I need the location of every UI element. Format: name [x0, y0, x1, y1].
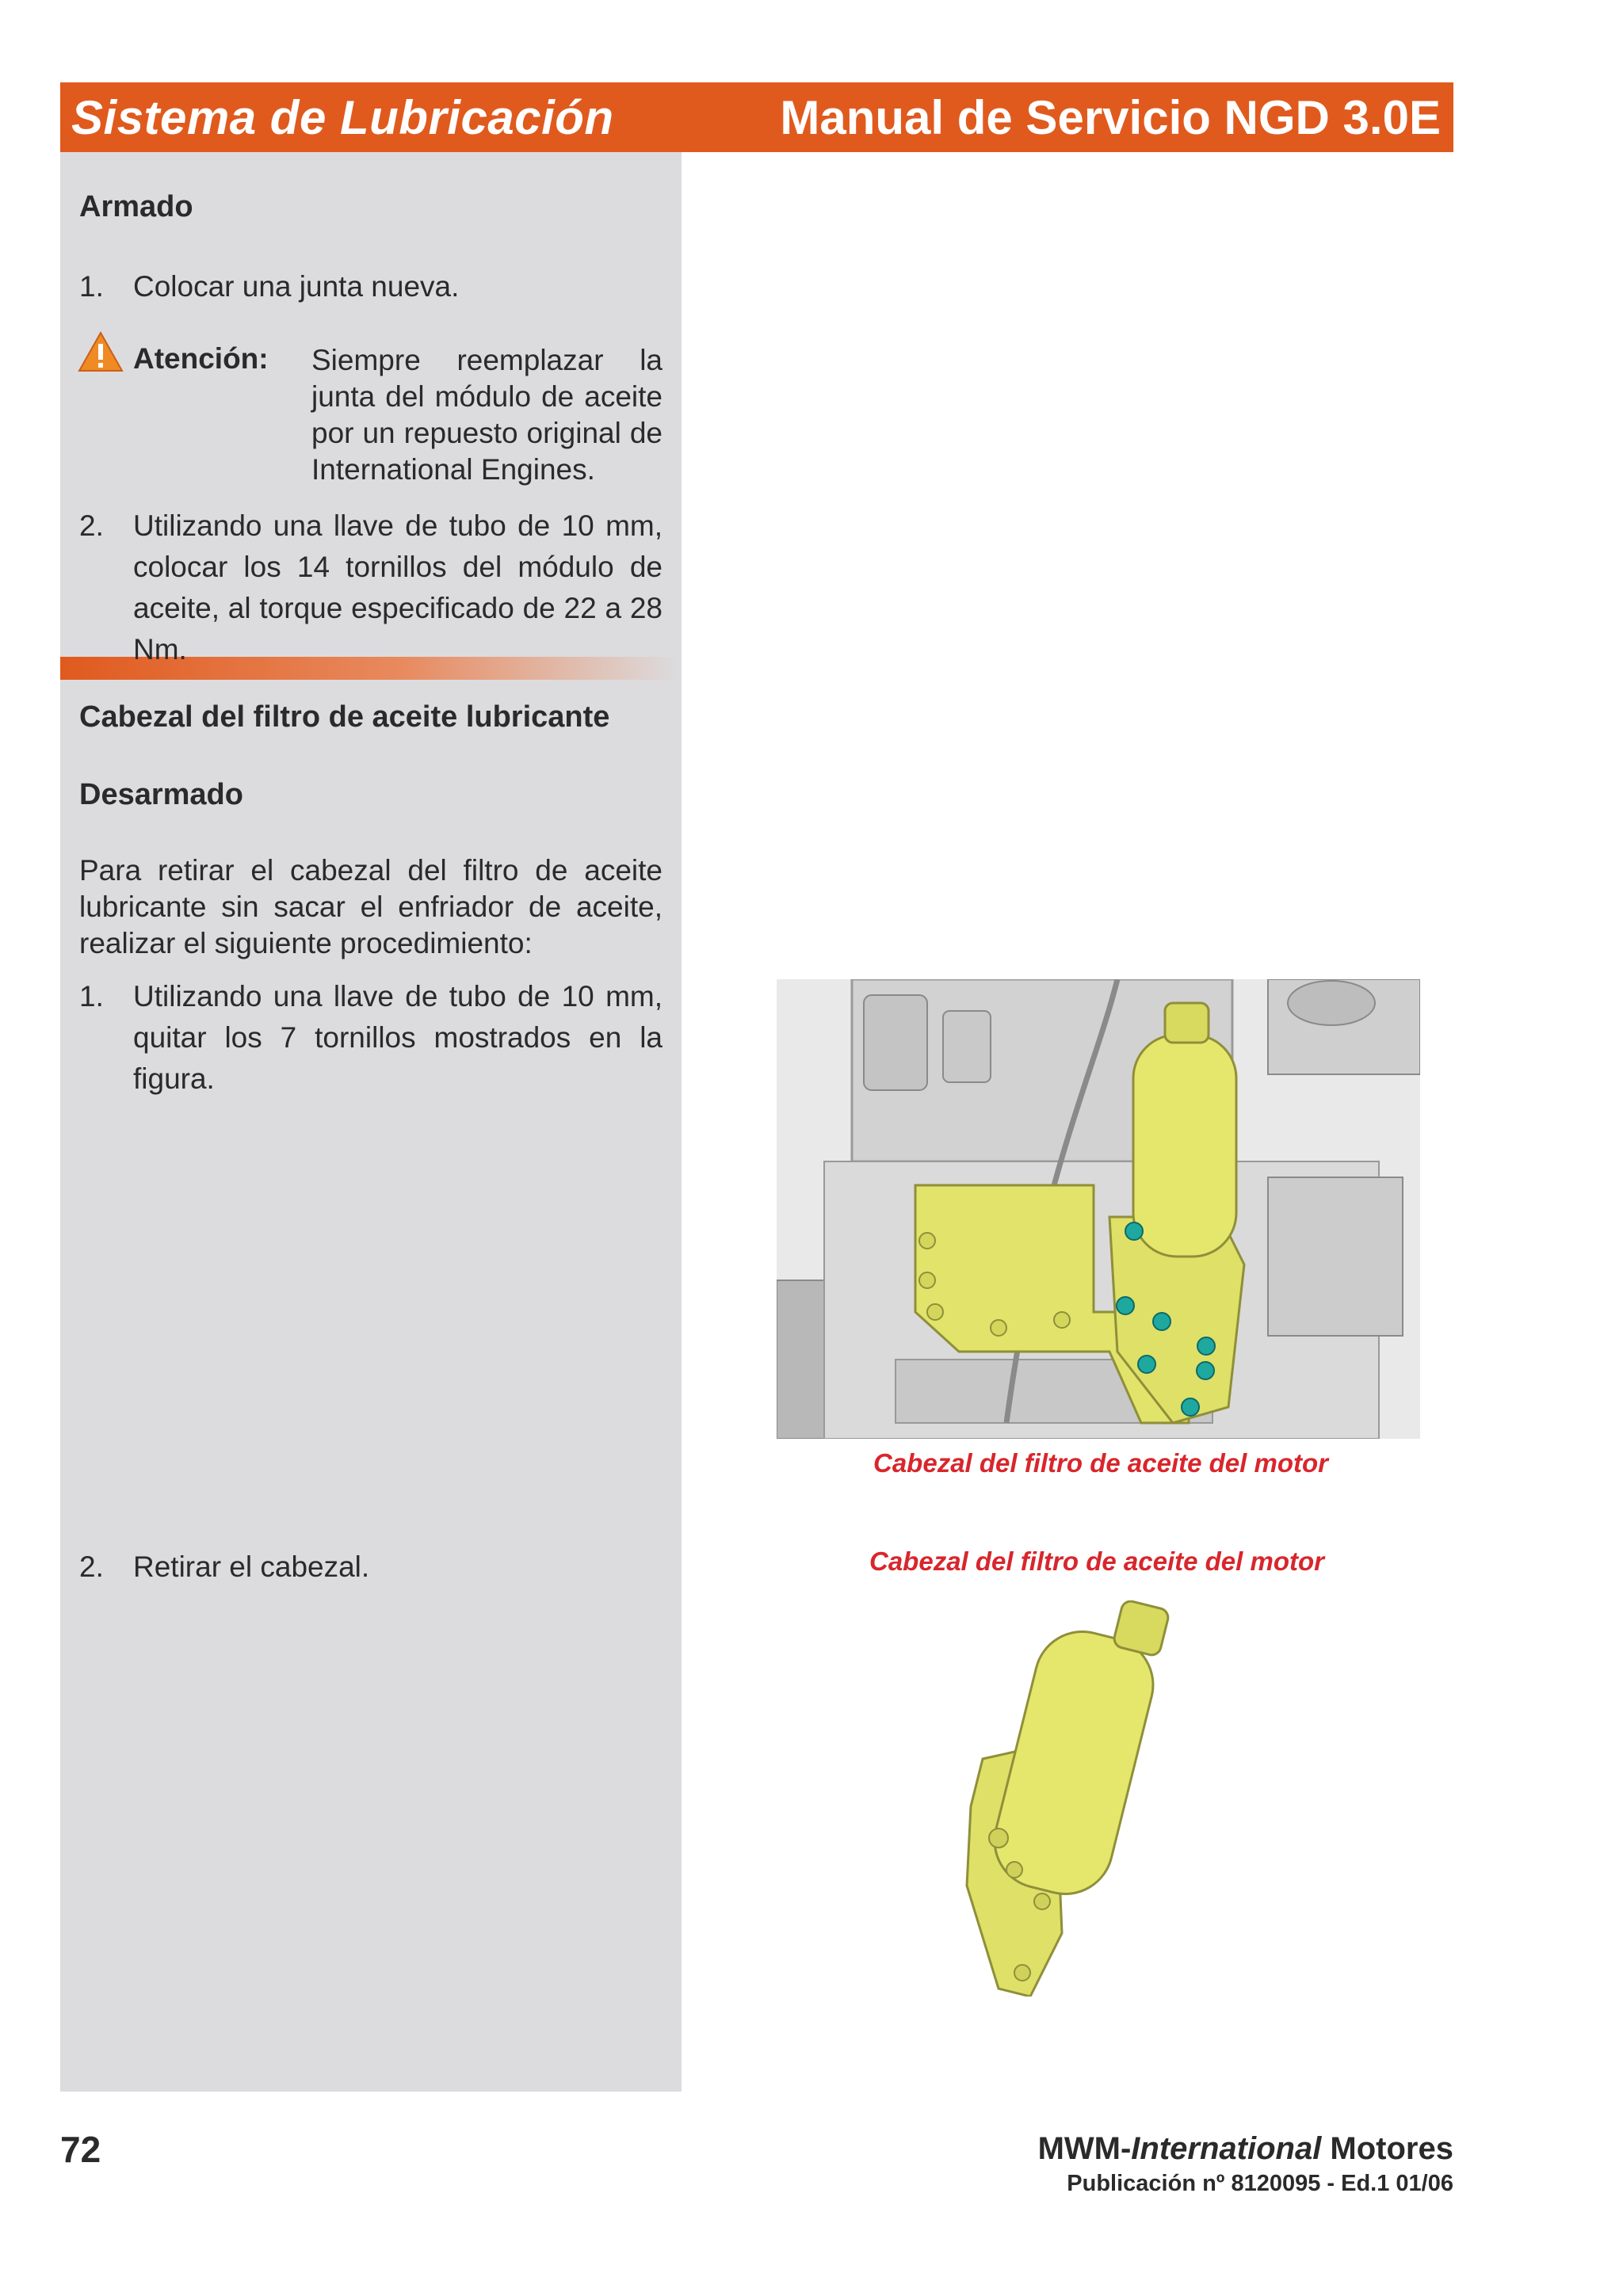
engine-figure	[777, 979, 1420, 1439]
section-title: Sistema de Lubricación	[71, 90, 614, 144]
warning-icon	[78, 331, 124, 372]
armado-step-1	[79, 266, 663, 307]
desarmado-heading: Desarmado	[79, 778, 243, 811]
cabezal-heading: Cabezal del filtro de aceite lubricante	[79, 700, 610, 734]
step-text: Utilizando una llave de tubo de 10 mm, colocar los 14 tornillos del módulo de aceite, al torque especificado de 22 a 28 Nm.	[133, 509, 663, 666]
step-number: 2.	[79, 509, 104, 542]
brand-prefix: MWM-	[1037, 2131, 1132, 2166]
page-header	[60, 82, 1453, 152]
cabezal-step-1	[79, 976, 663, 1100]
page-number: 72	[60, 2129, 101, 2170]
figure-caption-2: Cabezal del filtro de aceite del motor	[869, 1547, 1324, 1576]
armado-heading: Armado	[79, 190, 193, 223]
armado-step-2	[79, 505, 663, 670]
cabezal-step-2	[79, 1547, 663, 1588]
step-number: 1.	[79, 270, 104, 303]
manual-title: Manual de Servicio NGD 3.0E	[780, 90, 1441, 144]
brand-suffix: Motores	[1321, 2131, 1453, 2166]
brand-line	[1038, 2131, 1453, 2167]
figure-caption-1: Cabezal del filtro de aceite del motor	[873, 1448, 1328, 1478]
publication-info: Publicación nº 8120095 - Ed.1 01/06	[1067, 2171, 1453, 2196]
warning-text: Siempre reemplazar la junta del módulo de aceite por un repuesto original de International Engines.	[311, 344, 663, 486]
warning-label: Atención:	[133, 342, 269, 375]
step-text: Colocar una junta nueva.	[133, 270, 460, 303]
engine-illustration	[777, 979, 1420, 1439]
filter-head-illustration	[935, 1600, 1205, 1997]
brand-italic: International	[1131, 2131, 1322, 2166]
cabezal-intro: Para retirar el cabezal del filtro de aceite lubricante sin sacar el enfriador de aceite, realizar el siguiente procedimiento:	[79, 854, 663, 959]
step-number: 1.	[79, 980, 104, 1013]
step-number: 2.	[79, 1550, 104, 1583]
step-text: Utilizando una llave de tubo de 10 mm, quitar los 7 tornillos mostrados en la figura.	[133, 980, 663, 1095]
step-text: Retirar el cabezal.	[133, 1550, 370, 1583]
